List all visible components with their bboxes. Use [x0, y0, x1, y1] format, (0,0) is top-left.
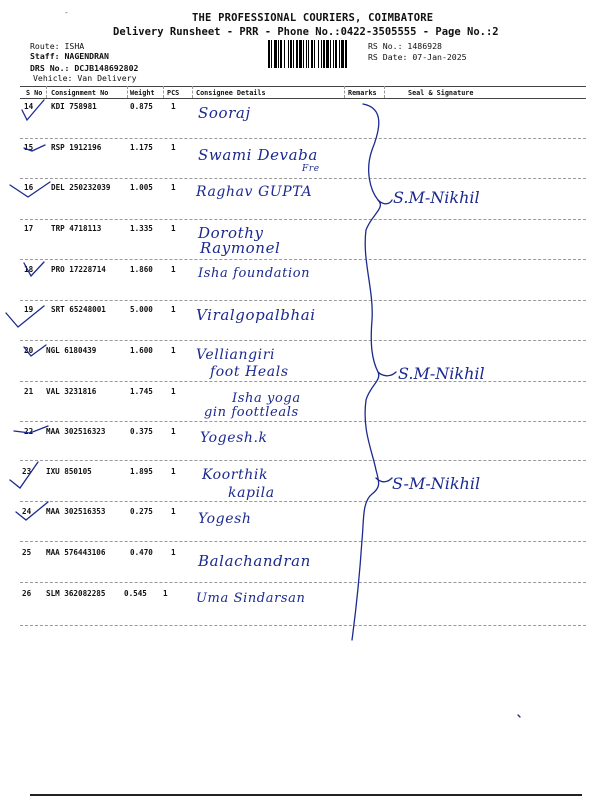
scan-mark: - — [64, 8, 69, 17]
ink-dot — [518, 715, 520, 717]
row-sno: 21 — [24, 387, 34, 396]
row-consignee: Uma Sindarsan — [196, 591, 306, 606]
row-pcs: 1 — [171, 265, 176, 274]
row-consignee: Viralgopalbhai — [196, 306, 316, 324]
tick-mark — [10, 182, 50, 197]
row-consignment: NGL 6180439 — [46, 346, 97, 355]
row-pcs: 1 — [171, 183, 176, 192]
row-consignee-line2: Raymonel — [200, 239, 281, 257]
row-pcs: 1 — [171, 387, 176, 396]
row-consignee: Velliangiri — [196, 347, 276, 363]
row-consignee: Yogesh — [198, 511, 252, 527]
header-weight: Weight — [130, 89, 155, 97]
row-weight: 1.860 — [130, 265, 153, 274]
row-weight: 1.005 — [130, 183, 153, 192]
row-pcs: 1 — [171, 548, 176, 557]
row-consignment: MAA 302516323 — [46, 427, 106, 436]
row-consignment: KDI 758981 — [51, 102, 97, 111]
row-pcs: 1 — [171, 427, 176, 436]
tick-mark — [6, 306, 44, 327]
row-consignee-line2: foot Heals — [210, 364, 289, 380]
row-consignment: SLM 362082285 — [46, 589, 106, 598]
staff-label: Staff: NAGENDRAN — [30, 51, 109, 61]
row-weight: 0.375 — [130, 427, 153, 436]
rs-number: RS No.: 1486928 — [368, 41, 442, 51]
row-sno: 20 — [24, 346, 34, 355]
row-pcs: 1 — [171, 305, 176, 314]
company-title: THE PROFESSIONAL COURIERS, COIMBATORE — [192, 12, 434, 24]
row-consignment: DEL 250232039 — [51, 183, 111, 192]
runsheet-subtitle: Delivery Runsheet - PRR - Phone No.:0422-3505555 - Page No.:2 — [113, 26, 499, 38]
row-sno: 15 — [24, 143, 34, 152]
row-consignment: PRO 17228714 — [51, 265, 106, 274]
row-consignee: Dorothy — [198, 224, 264, 242]
tick-mark — [16, 502, 48, 520]
row-consignee-line2: kapila — [228, 485, 275, 501]
row-sno: 22 — [24, 427, 34, 436]
row-consignee: Swami Devaba — [198, 146, 318, 164]
row-weight: 5.000 — [130, 305, 153, 314]
row-consignment: TRP 4718113 — [51, 224, 102, 233]
row-consignment: IXU 850105 — [46, 467, 92, 476]
row-weight: 1.335 — [130, 224, 153, 233]
row-consignee: Sooraj — [198, 104, 251, 122]
row-pcs: 1 — [171, 467, 176, 476]
row-pcs: 1 — [171, 224, 176, 233]
header-remarks: Remarks — [348, 89, 377, 97]
row-consignment: SRT 65248001 — [51, 305, 106, 314]
drs-number: DRS No.: DCJB148692802 — [30, 63, 139, 73]
row-sno: 25 — [22, 548, 32, 557]
row-sno: 24 — [22, 507, 32, 516]
row-weight: 1.600 — [130, 346, 153, 355]
row-sno: 18 — [24, 265, 34, 274]
row-weight: 1.745 — [130, 387, 153, 396]
header-seal-signature: Seal & Signature — [408, 89, 474, 97]
row-consignment: MAA 576443106 — [46, 548, 106, 557]
row-consignment: RSP 1912196 — [51, 143, 102, 152]
tick-mark — [10, 462, 38, 488]
row-weight: 0.875 — [130, 102, 153, 111]
row-consignee: Koorthik — [202, 467, 269, 483]
footer-rule — [30, 794, 582, 796]
signature-1: S.M-Nikhil — [393, 188, 480, 207]
row-weight: 1.895 — [130, 467, 153, 476]
row-consignee: Isha foundation — [198, 266, 311, 281]
row-consignee: Balachandran — [198, 552, 311, 570]
signature-2: S.M-Nikhil — [398, 364, 485, 383]
row-pcs: 1 — [171, 102, 176, 111]
row-sno: 17 — [24, 224, 34, 233]
row-weight: 1.175 — [130, 143, 153, 152]
tick-mark — [22, 100, 44, 120]
row-consignee-line2: Fre — [302, 164, 320, 174]
row-sno: 23 — [22, 467, 32, 476]
rs-date: RS Date: 07-Jan-2025 — [368, 52, 467, 62]
row-weight: 0.470 — [130, 548, 153, 557]
header-sno: S No — [26, 89, 43, 97]
bracket-line — [352, 104, 380, 640]
row-consignment: MAA 302516353 — [46, 507, 106, 516]
row-sno: 16 — [24, 183, 34, 192]
header-consignment: Consignment No — [51, 89, 109, 97]
route-label: Route: ISHA — [30, 41, 85, 51]
row-pcs: 1 — [171, 143, 176, 152]
row-consignee: Raghav GUPTA — [196, 184, 313, 200]
row-pcs: 1 — [163, 589, 168, 598]
tick-mark — [24, 145, 45, 151]
row-consignment: VAL 3231816 — [46, 387, 97, 396]
row-weight: 0.275 — [130, 507, 153, 516]
vehicle-label: Vehicle: Van Delivery — [33, 73, 137, 83]
row-sno: 14 — [24, 102, 34, 111]
row-consignee-line2: gin foottleals — [204, 405, 299, 420]
row-sno: 19 — [24, 305, 34, 314]
signature-3: S-M-Nikhil — [392, 474, 481, 493]
row-consignee: Yogesh.k — [200, 430, 268, 446]
header-consignee: Consignee Details — [196, 89, 266, 97]
tick-mark — [24, 262, 44, 276]
row-consignee: Isha yoga — [232, 391, 301, 406]
row-pcs: 1 — [171, 507, 176, 516]
tick-mark — [24, 345, 46, 356]
bracket-hook — [378, 372, 396, 376]
row-sno: 26 — [22, 589, 32, 598]
row-weight: 0.545 — [124, 589, 147, 598]
row-pcs: 1 — [171, 346, 176, 355]
tick-mark — [14, 426, 48, 433]
header-pcs: PCS — [167, 89, 180, 97]
